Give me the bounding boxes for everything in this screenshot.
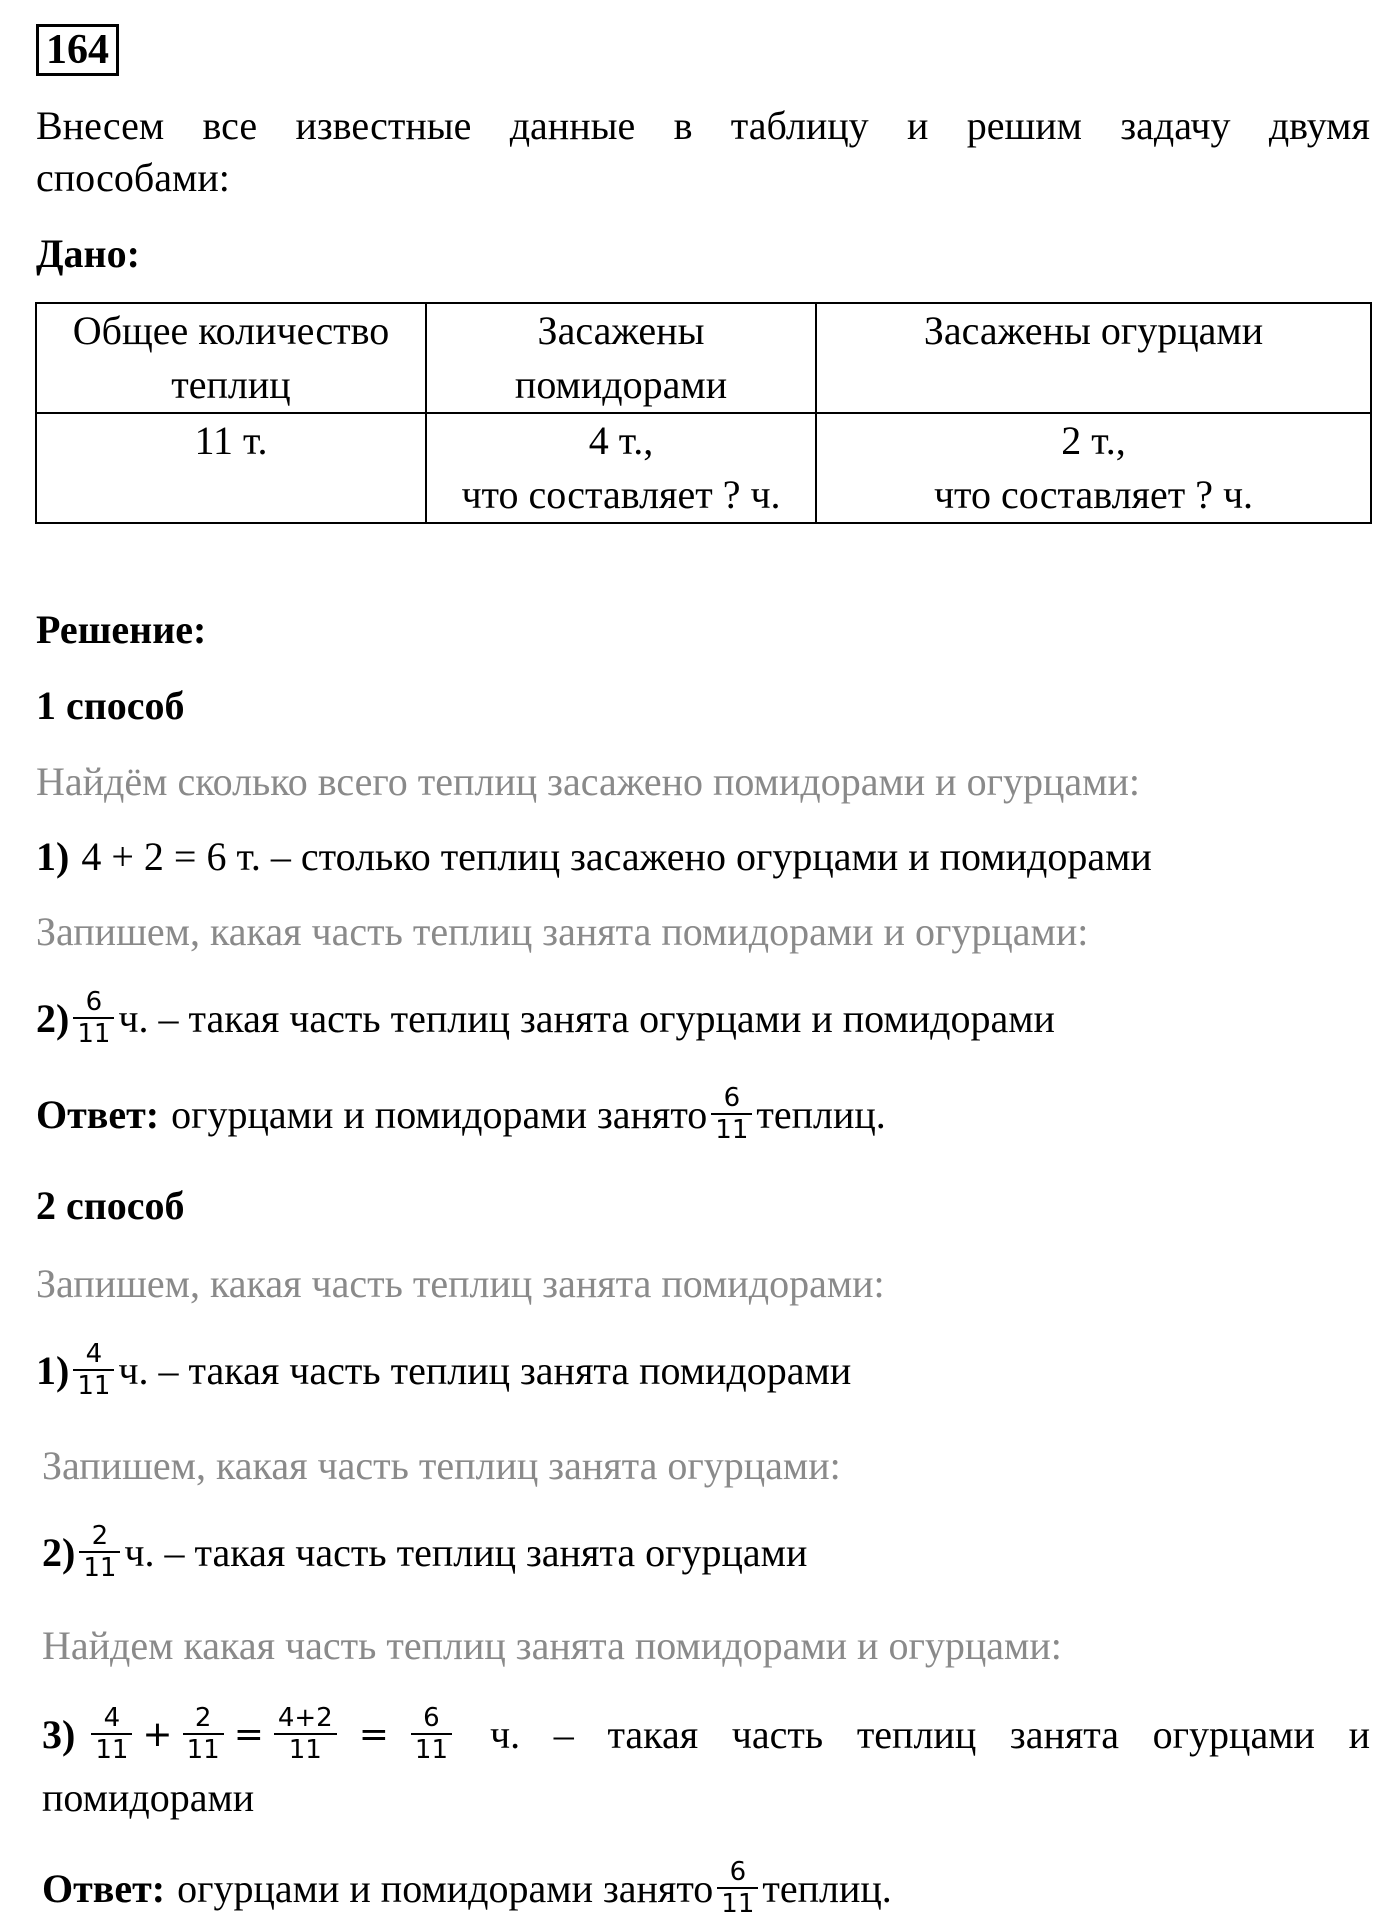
table-cell [816, 413, 1371, 523]
step-number: 1) [36, 1347, 70, 1393]
cell-line: 11 т. [194, 418, 268, 463]
step-word: часть [731, 1711, 824, 1757]
fraction [73, 1339, 114, 1401]
numerator: 4 [85, 1339, 103, 1369]
denominator: 11 [288, 1735, 322, 1765]
fraction [79, 1521, 120, 1583]
intro-word: данные [509, 103, 636, 148]
step-word: – [553, 1711, 574, 1757]
cell-line: 4 т., [588, 418, 654, 463]
fraction [411, 1703, 452, 1765]
step-text: ч. – такая часть теплиц занята огурцами [124, 1529, 808, 1575]
table-header-row [36, 303, 1371, 413]
fraction [274, 1703, 337, 1765]
method2-step2 [42, 1516, 807, 1588]
method2-step3 [42, 1698, 1370, 1770]
table-row [36, 413, 1371, 523]
method1-step1 [36, 830, 1152, 882]
cell-line: 2 т., [1061, 418, 1126, 463]
intro-word: Внесем [36, 103, 165, 148]
cell-line: Общее количество [72, 308, 390, 353]
denominator: 11 [83, 1553, 117, 1583]
method2-hint2: Запишем, какая часть теплиц занята огурцами: [42, 1443, 841, 1488]
intro-line-1 [36, 100, 1370, 152]
intro-word: в [673, 103, 693, 148]
method2-step3-line2: помидорами [42, 1775, 255, 1820]
denominator: 11 [77, 1019, 111, 1049]
step-number: 1) [36, 833, 70, 879]
step-word: ч. [490, 1711, 521, 1757]
table-header-cell [36, 303, 426, 413]
denominator: 11 [414, 1735, 448, 1765]
table-header-cell [816, 303, 1371, 413]
step-word: такая [607, 1711, 699, 1757]
method1-step2 [36, 982, 1055, 1054]
method1-heading: 1 способ [36, 683, 185, 728]
intro-word: решим [966, 103, 1082, 148]
operator: + [142, 1713, 173, 1755]
answer-text: огурцами и помидорами занято [177, 1865, 714, 1911]
intro-word: все [202, 103, 258, 148]
given-table [35, 302, 1372, 524]
denominator: 11 [715, 1115, 749, 1145]
numerator: 2 [194, 1703, 212, 1733]
method2-answer [42, 1852, 892, 1924]
step-text: ч. – такая часть теплиц занята огурцами и помидорами [118, 995, 1055, 1041]
answer-label: Ответ: [36, 1091, 160, 1137]
numerator: 6 [423, 1703, 440, 1733]
cell-line: теплиц [171, 362, 291, 407]
intro-word: и [906, 103, 929, 148]
fraction [183, 1703, 224, 1765]
method1-answer [36, 1078, 886, 1150]
intro-line-2: способами: [36, 155, 230, 200]
cell-line: что составляет ? ч. [933, 472, 1254, 517]
fraction [711, 1083, 752, 1145]
intro-word: двумя [1268, 103, 1370, 148]
method2-hint1: Запишем, какая часть теплиц занята помидорами: [36, 1261, 885, 1306]
step-number: 2) [42, 1529, 76, 1575]
table-cell [426, 413, 816, 523]
intro-paragraph [36, 100, 1370, 204]
method1-hint2: Запишем, какая часть теплиц занята помидорами и огурцами: [36, 909, 1089, 954]
table-cell [36, 413, 426, 523]
intro-word: таблицу [730, 103, 869, 148]
table-header-cell [426, 303, 816, 413]
task-number: 164 [36, 24, 119, 76]
answer-tail: теплиц. [762, 1865, 892, 1911]
intro-word: задачу [1120, 103, 1231, 148]
step-number: 3) [42, 1711, 76, 1757]
numerator: 4 [103, 1703, 121, 1733]
numerator: 4+2 [277, 1703, 333, 1733]
cell-line: что составляет ? ч. [461, 472, 781, 517]
cell-line: помидорами [514, 362, 728, 407]
cell-line: Засажены [537, 308, 705, 353]
step-word: огурцами [1152, 1711, 1315, 1757]
step-text: 4 + 2 = 6 т. – столько теплиц засажено огурцами и помидорами [81, 833, 1152, 879]
step3-text [490, 1711, 1370, 1758]
denominator: 11 [721, 1889, 755, 1919]
step-word: занята [1009, 1711, 1119, 1757]
numerator: 6 [723, 1083, 741, 1113]
numerator: 2 [91, 1521, 109, 1551]
cell-line: Засажены огурцами [923, 308, 1264, 353]
given-heading: Дано: [36, 231, 140, 276]
numerator: 6 [729, 1857, 747, 1887]
method2-heading: 2 способ [36, 1183, 185, 1228]
answer-text: огурцами и помидорами занято [171, 1091, 708, 1137]
step-word: и [1348, 1711, 1370, 1757]
denominator: 11 [95, 1735, 129, 1765]
denominator: 11 [186, 1735, 220, 1765]
step-word: теплиц [856, 1711, 977, 1757]
method2-hint3: Найдем какая часть теплиц занята помидорами и огурцами: [42, 1623, 1062, 1668]
fraction [717, 1857, 758, 1919]
step-text: ч. – такая часть теплиц занята помидорами [118, 1347, 852, 1393]
denominator: 11 [77, 1371, 111, 1401]
answer-tail: теплиц. [756, 1091, 886, 1137]
method1-hint1: Найдём сколько всего теплиц засажено помидорами и огурцами: [36, 759, 1140, 804]
operator: = [358, 1713, 389, 1755]
numerator: 6 [85, 987, 103, 1017]
step-number: 2) [36, 995, 70, 1041]
fraction [91, 1703, 132, 1765]
fraction [73, 987, 114, 1049]
operator: = [233, 1713, 264, 1755]
answer-label: Ответ: [42, 1865, 166, 1911]
intro-word: известные [295, 103, 472, 148]
solution-heading: Решение: [36, 607, 207, 652]
method2-step1 [36, 1334, 851, 1406]
